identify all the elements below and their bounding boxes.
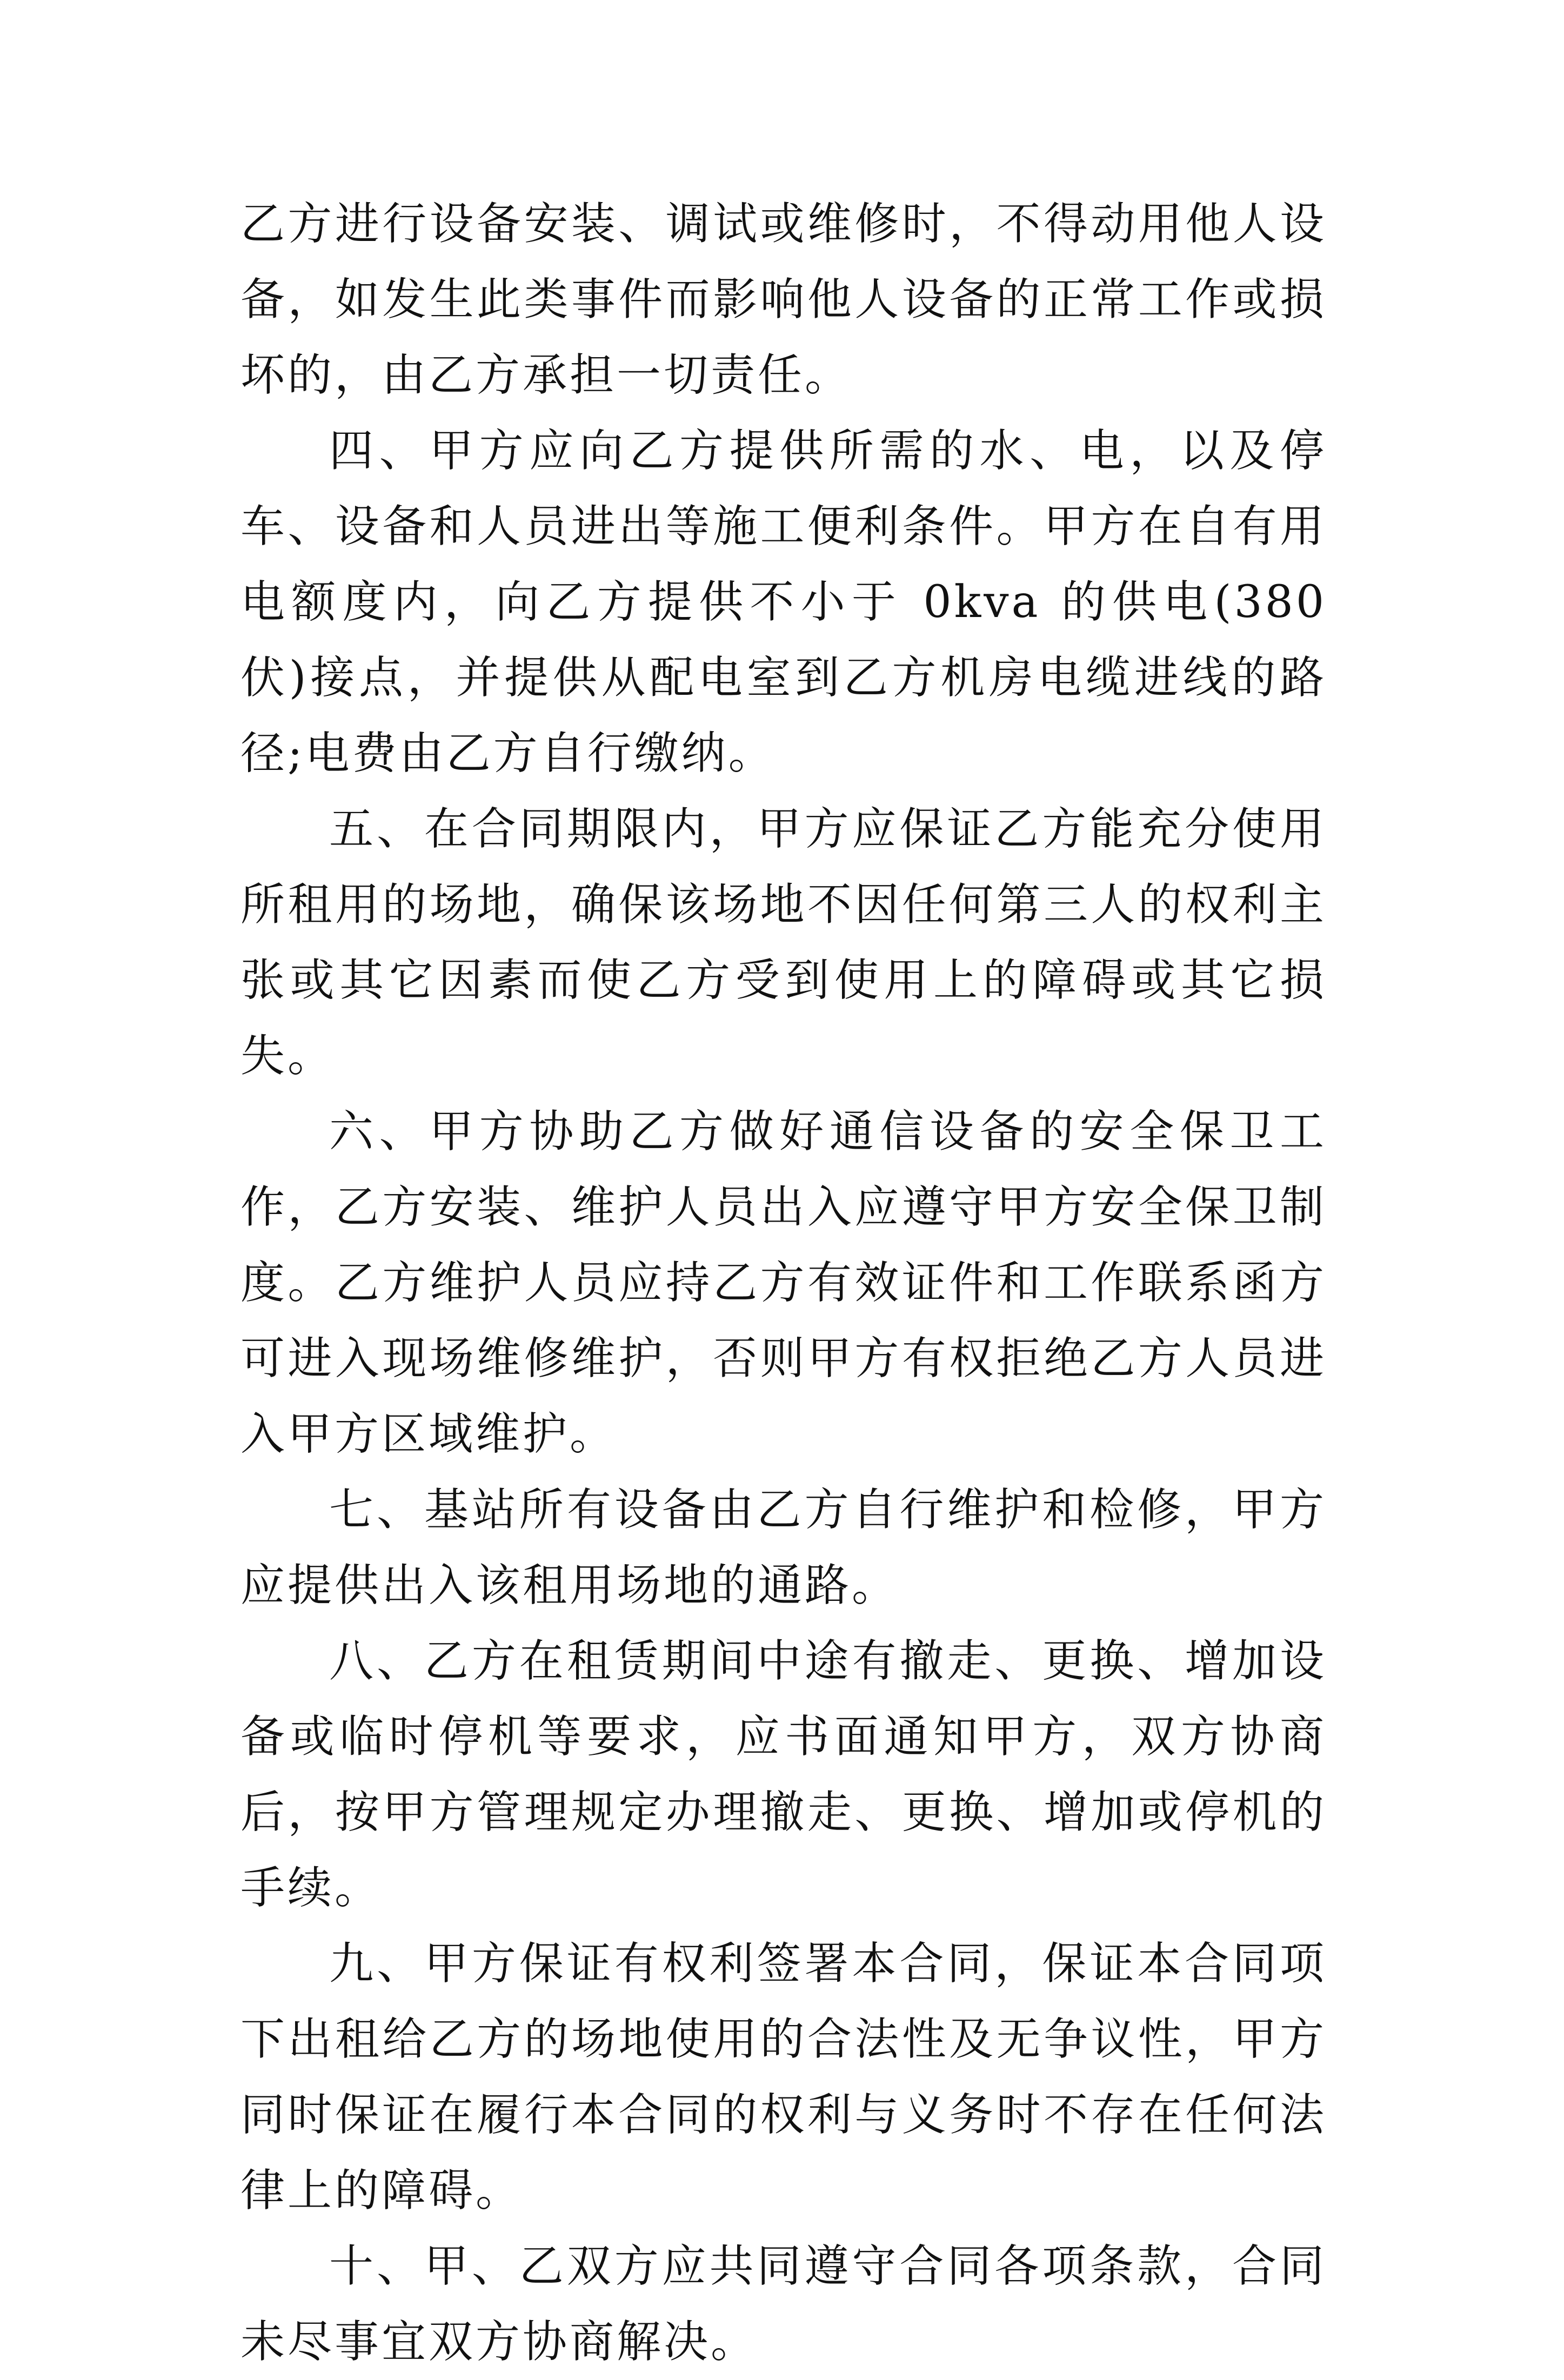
document-body [240, 186, 1327, 2380]
paragraph-clause-8: 八、乙方在租赁期间中途有撤走、更换、增加设备或临时停机等要求，应书面通知甲方，双方协商后，按甲方管理规定办理撤走、更换、增加或停机的手续。 [240, 1635, 1327, 1914]
paragraph-continuation: 乙方进行设备安装、调试或维修时，不得动用他人设备，如发生此类事件而影响他人设备的正常工作或损坏的，由乙方承担一切责任。 [240, 198, 1327, 401]
paragraph-clause-4: 四、甲方应向乙方提供所需的水、电，以及停车、设备和人员进出等施工便利条件。甲方在自有用电额度内，向乙方提供不小于 0kva 的供电(380 伏)接点，并提供从配电室到乙方机房电缆进线的路径;电费由乙方自行缴纳。 [240, 425, 1327, 779]
paragraph-clause-6: 六、甲方协助乙方做好通信设备的安全保卫工作，乙方安装、维护人员出入应遵守甲方安全保卫制度。乙方维护人员应持乙方有效证件和工作联系函方可进入现场维修维护，否则甲方有权拒绝乙方人员进入甲方区域维护。 [240, 1106, 1327, 1460]
paragraph-clause-10: 十、甲、乙双方应共同遵守合同各项条款，合同未尽事宜双方协商解决。 [240, 2241, 1327, 2368]
paragraph-clause-7: 七、基站所有设备由乙方自行维护和检修，甲方应提供出入该租用场地的通路。 [240, 1484, 1327, 1611]
paragraph-clause-5: 五、在合同期限内，甲方应保证乙方能充分使用所租用的场地，确保该场地不因任何第三人的权利主张或其它因素而使乙方受到使用上的障碍或其它损失。 [240, 803, 1327, 1082]
paragraph-clause-9: 九、甲方保证有权利签署本合同，保证本合同项下出租给乙方的场地使用的合法性及无争议性，甲方同时保证在履行本合同的权利与义务时不存在任何法律上的障碍。 [240, 1938, 1327, 2216]
